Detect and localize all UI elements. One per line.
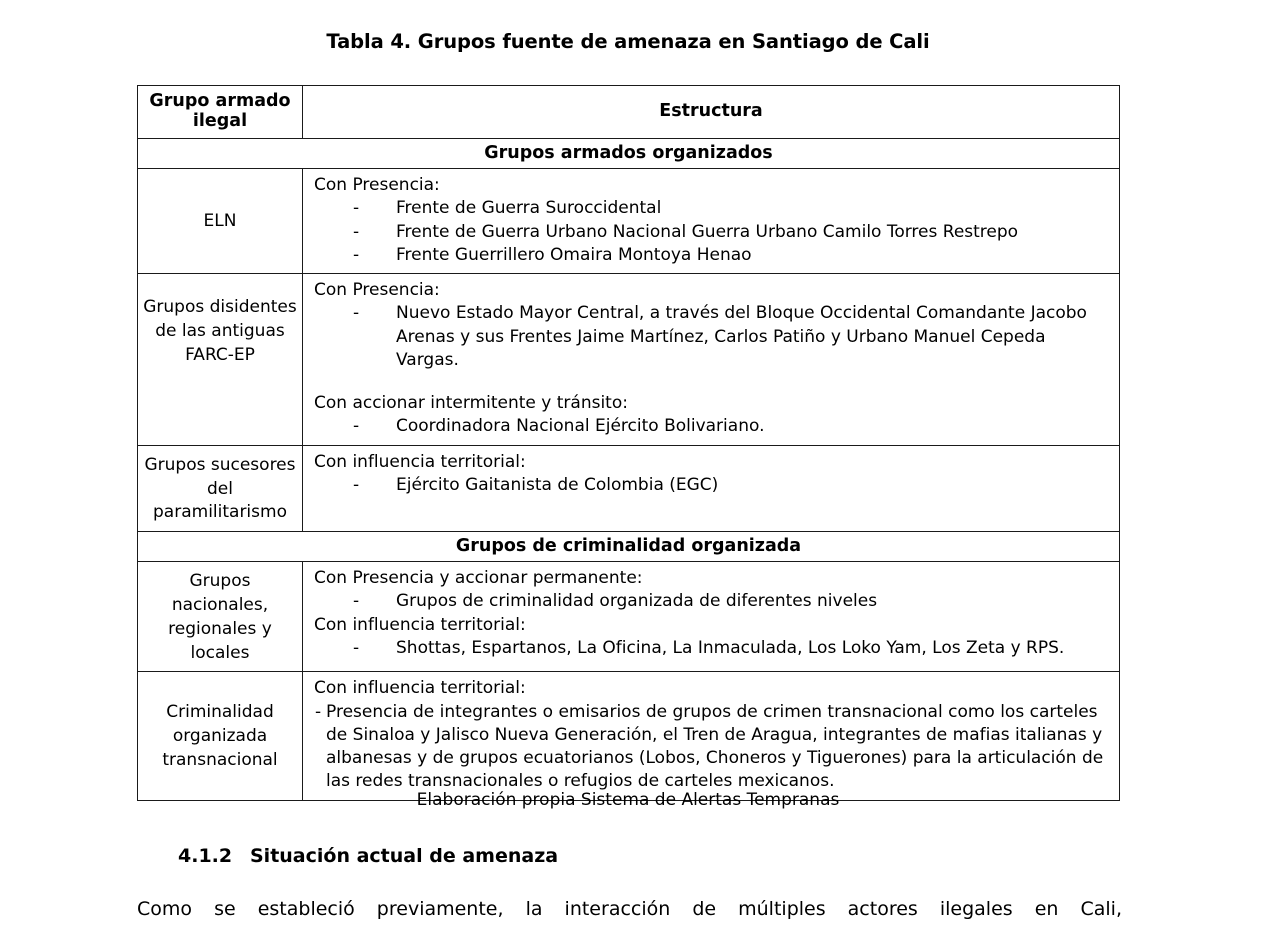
table-header-row: [138, 86, 1120, 139]
band-label-grupos-criminalidad-organizada: Grupos de criminalidad organizada: [138, 532, 1120, 562]
structure-cell-grupos-nacionales: [303, 562, 1120, 672]
body-paragraph: Como se estableció previamente, la interacción de múltiples actores ilegales en Cali,: [137, 898, 1122, 920]
list-item-label: Frente Guerrillero Omaira Montoya Henao: [396, 244, 752, 265]
dash-list: [314, 701, 1111, 794]
header-cell-grupo-armado-ilegal: Grupo armado ilegal: [138, 86, 303, 139]
dash-marker-icon: -: [353, 198, 360, 219]
dash-marker-icon: -: [353, 475, 360, 496]
table-row: [138, 672, 1120, 800]
list-item: [314, 637, 1111, 660]
structure-cell-sucesores-paramilitarismo: [303, 445, 1120, 531]
list-item-label: Ejército Gaitanista de Colombia (EGC): [396, 475, 719, 496]
dash-list: [314, 197, 1111, 267]
dash-marker-icon: -: [353, 591, 360, 612]
lead-text: Con Presencia:: [314, 174, 440, 195]
list-item: [314, 701, 1111, 794]
header-cell-estructura: Estructura: [303, 86, 1120, 139]
dash-list: [314, 474, 1111, 497]
dash-list: [314, 590, 1111, 613]
band-label-grupos-armados-organizados: Grupos armados organizados: [138, 138, 1120, 168]
structure-cell-eln: [303, 168, 1120, 273]
list-item-label: Frente de Guerra Urbano Nacional Guerra Urbano Camilo Torres Restrepo: [396, 221, 1019, 242]
table-row: [138, 445, 1120, 531]
list-item-label: Coordinadora Nacional Ejército Bolivariano.: [396, 416, 765, 437]
list-item-label: Grupos de criminalidad organizada de diferentes niveles: [396, 591, 878, 612]
table-band-row-criminal: [138, 532, 1120, 562]
dash-marker-icon: -: [353, 221, 360, 242]
table-row: [138, 562, 1120, 672]
table-title: Tabla 4. Grupos fuente de amenaza en Santiago de Cali: [326, 30, 930, 53]
table-row: [138, 274, 1120, 446]
list-item: [314, 197, 1111, 220]
list-item: [314, 302, 1111, 372]
dash-marker-icon: -: [353, 637, 360, 658]
section-number: 4.1.2: [178, 845, 233, 867]
dash-list: [314, 302, 1111, 372]
list-item: [314, 244, 1111, 267]
group-label-criminalidad-transnacional: Criminalidad organizada transnacional: [138, 672, 303, 800]
threat-groups-table: [137, 85, 1120, 801]
lead-text: Con influencia territorial:: [314, 451, 526, 472]
dash-list: [314, 415, 1111, 438]
list-item-label: Shottas, Espartanos, La Oficina, La Inmaculada, Los Loko Yam, Los Zeta y RPS.: [396, 637, 1065, 658]
list-item-label: Frente de Guerra Suroccidental: [396, 198, 662, 219]
spacer: [314, 372, 1111, 392]
structure-cell-disidencias-farc: [303, 274, 1120, 446]
dash-marker-icon: -: [353, 303, 360, 324]
lead-text: Con Presencia y accionar permanente:: [314, 568, 643, 589]
section-heading: [178, 845, 558, 867]
list-item: [314, 221, 1111, 244]
dash-marker-icon: -: [353, 416, 360, 437]
table-source-caption: Elaboración propia Sistema de Alertas Tempranas: [416, 790, 840, 810]
dash-marker-icon: -: [353, 244, 360, 265]
table-band-row-armed: [138, 138, 1120, 168]
group-label-sucesores-paramilitarismo: Grupos sucesores del paramilitarismo: [138, 445, 303, 531]
table-row: [138, 168, 1120, 273]
lead-text: Con accionar intermitente y tránsito:: [314, 393, 628, 414]
group-label-grupos-nacionales: Grupos nacionales, regionales y locales: [138, 562, 303, 672]
list-item: [314, 474, 1111, 497]
lead-text: Con influencia territorial:: [314, 614, 526, 635]
lead-text: Con Presencia:: [314, 280, 440, 301]
list-item-label: Presencia de integrantes o emisarios de grupos de crimen transnacional como los carteles de Sinaloa y Jalisco Nueva Generación, el Tren de Aragua, integrantes de mafias italianas y albanesas y de grupos ecuatorianos (Lobos, Choneros y Tiguerones) para la articulación de las redes transnacionales o refugios de carteles mexicanos.: [326, 701, 1104, 792]
dash-marker-icon: -: [315, 701, 322, 722]
dash-list: [314, 637, 1111, 660]
section-title: Situación actual de amenaza: [250, 845, 559, 867]
list-item-label: Nuevo Estado Mayor Central, a través del Bloque Occidental Comandante Jacobo Arenas y sus Frentes Jaime Martínez, Carlos Patiño y Urbano Manuel Cepeda Vargas.: [396, 303, 1087, 370]
list-item: [314, 590, 1111, 613]
group-label-disidencias-farc: Grupos disidentes de las antiguas FARC-EP: [138, 274, 303, 446]
lead-text: Con influencia territorial:: [314, 678, 526, 699]
structure-cell-criminalidad-transnacional: [303, 672, 1120, 800]
list-item: [314, 415, 1111, 438]
group-label-eln: ELN: [138, 168, 303, 273]
